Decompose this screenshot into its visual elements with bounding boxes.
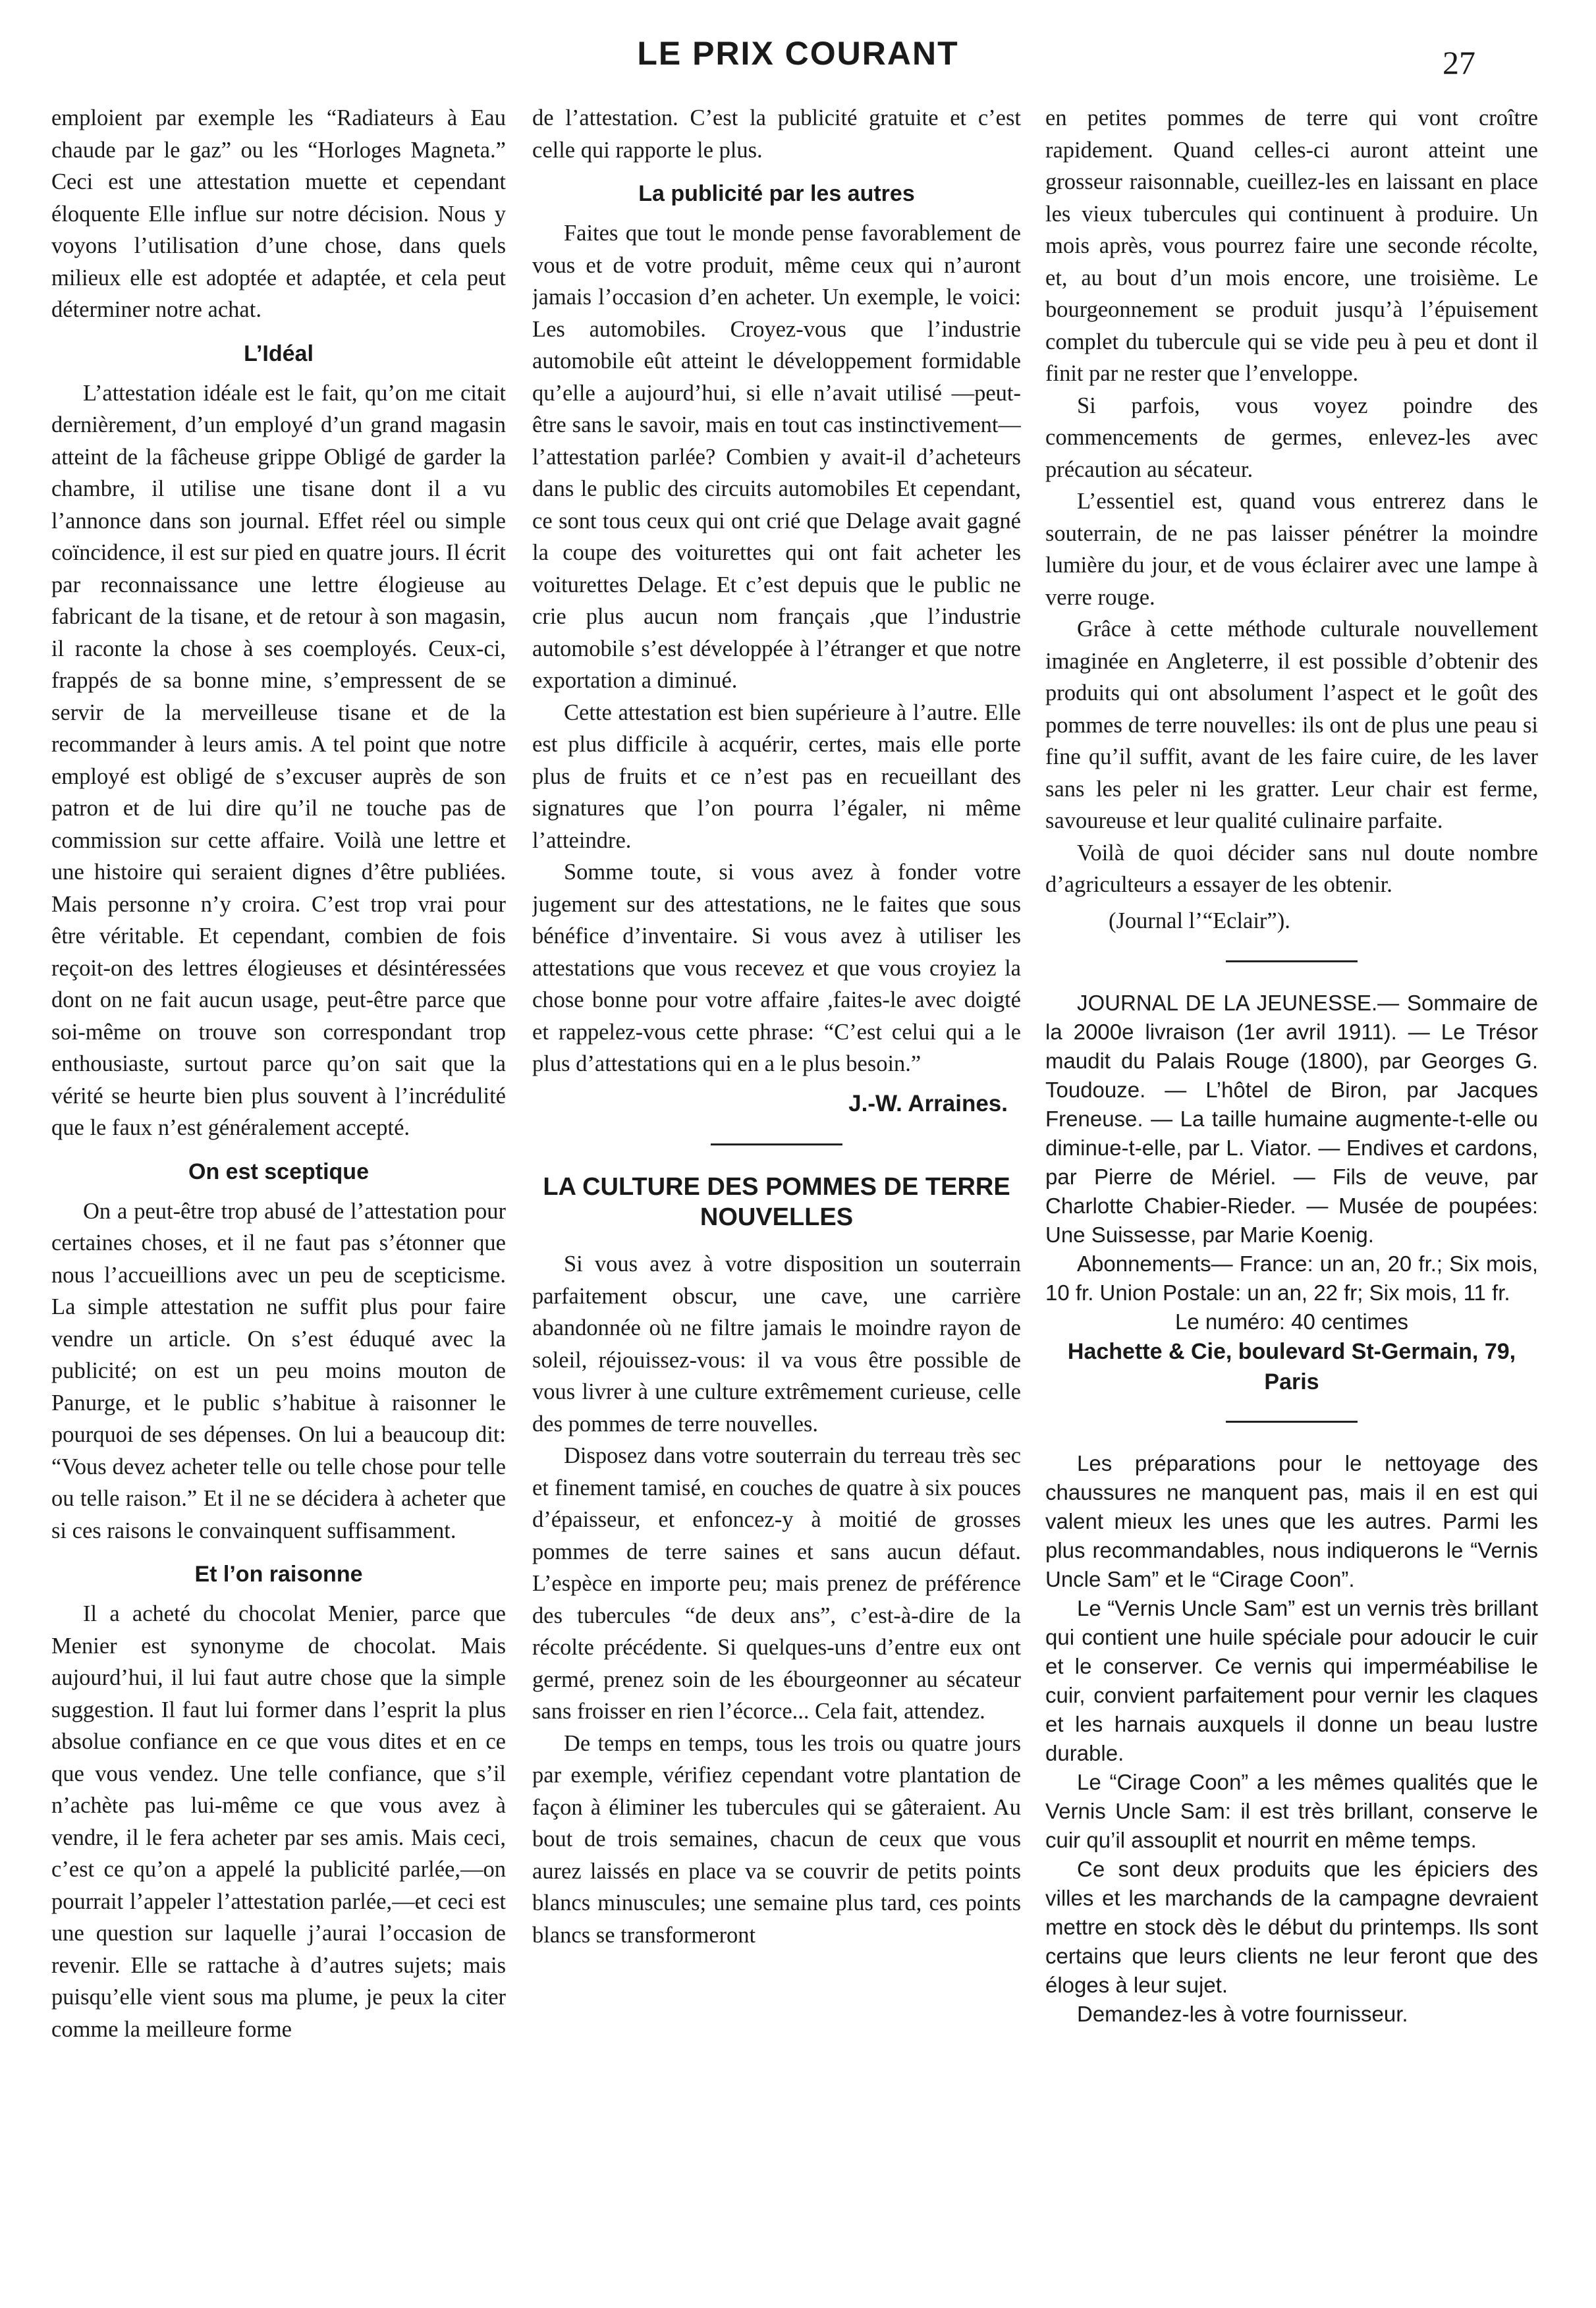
paragraph: Somme toute, si vous avez à fonder votre jugement sur des attestations, ne le faites que sous bénéfice d’inventaire. Si vous avez à utiliser les attestations que vous recevez et que vous croyiez la chose bonne pour votre affaire ,faites-le avec doigté et rappelez-vous cette phrase: “C’est celui qui a le plus d’attestations qui en a le plus besoin.” (532, 860, 1021, 1076)
page-number: 27 (1443, 44, 1475, 81)
article-source: (Journal l’“Eclair”). (1109, 908, 1290, 933)
paragraph: Les préparations pour le nettoyage des chaussures ne manquent pas, mais il en est qui valent mieux les unes que les autres. Parmi les plus recommandables, nous indiquerons le “Vernis Uncle Sam” et le “Cirage Coon”. (1045, 1451, 1538, 1591)
paragraph: L’attestation idéale est le fait, qu’on me citait dernièrement, d’un employé d’un grand magasin atteint de la fâcheuse grippe Obligé de garder la chambre, il utilise une tisane dont il a vu l’annonce dans son journal. Effet réel ou simple coïncidence, il est sur pied en quatre jours. Il écrit par reconnaissance une lettre élogieuse au fabricant de la tisane, et de retour à son magasin, il raconte la chose à ses coemployés. Ceux-ci, frappés de sa bonne mine, s’empressent de se servir de la merveilleuse tisane et de la recommander à leurs amis. A tel point que notre employé est obligé de s’excuser auprès de son patron et de lui dire qu’il ne touche pas de commission sur cette affaire. Voilà une lettre et une histoire qui seraient dignes d’être publiées. Mais personne n’y croira. C’est trop vrai pour être véritable. Et cependant, combien de fois reçoit-on des lettres élogieuses et désintéressées dont on ne fait aucun usage, peut-être parce que soi-même on trouve son correspondant trop enthousiaste, surtout parce qu’on sait que la vérité se heurte bien plus souvent à l’incrédulité que le faux n’est généralement accepté. (51, 380, 506, 1140)
section-heading: Et l’on raisonne (194, 1562, 363, 1587)
paragraph: Abonnements— France: un an, 20 fr.; Six mois, 10 fr. Union Postale: un an, 22 fr; Six mois, 11 fr. (1045, 1251, 1538, 1305)
article-title: LA CULTURE DES POMMES DE TERRE NOUVELLES (543, 1173, 1010, 1231)
paragraph: de l’attestation. C’est la publicité gratuite et c’est celle qui rapporte le plus. (532, 105, 1021, 163)
author-signature: J.-W. Arraines. (848, 1090, 1008, 1116)
section-heading: La publicité par les autres (638, 181, 915, 206)
paragraph: Si parfois, vous voyez poindre des commencements de germes, enlevez-les avec précaution au sécateur. (1045, 393, 1538, 482)
paragraph: Ce sont deux produits que les épiciers des villes et les marchands de la campagne devraient mettre en stock dès le début du printemps. Ils sont certains que leurs clients ne leur feront que des éloges à leur sujet. (1045, 1857, 1538, 1997)
newspaper-title: LE PRIX COURANT (637, 35, 959, 72)
paragraph: Le “Vernis Uncle Sam” est un vernis très brillant qui contient une huile spéciale pour adoucir le cuir et le conserver. Ce vernis qui imperméabilise le cuir, convient parfaitement pour vernir les claques et les harnais auxquels il donne un beau lustre durable. (1045, 1596, 1538, 1765)
paragraph: Demandez-les à votre fournisseur. (1077, 2002, 1408, 2026)
column-2 (532, 102, 1021, 2282)
paragraph: Le “Cirage Coon” a les mêmes qualités que le Vernis Uncle Sam: il est très brillant, conserve le cuir qu’il assouplit et nourrit en même temps. (1045, 1770, 1538, 1852)
section-heading: L’Idéal (244, 341, 314, 366)
section-heading: On est sceptique (188, 1159, 369, 1184)
column-3 (1045, 102, 1538, 2282)
price-line: Le numéro: 40 centimes (1174, 1309, 1409, 1334)
paragraph: en petites pommes de terre qui vont croître rapidement. Quand celles-ci auront atteint une grosseur raisonnable, cueillez-les en laissant en place les vieux tubercules qui continuent à produire. Un mois après, vous pourrez faire une seconde récolte, et, au bout d’un mois encore, une troisième. Le bourgeonnement se produit jusqu’à l’épuisement complet du tubercule qui se vide peu à peu et dont il finit par ne rester que l’enveloppe. (1045, 105, 1538, 386)
paragraph: Il a acheté du chocolat Menier, parce que Menier est synonyme de chocolat. Mais aujourd’hui, il lui faut autre chose que la simple suggestion. Il faut lui former dans l’esprit la plus absolue confiance en ce que vous dites et en ce que vous vendez. Une telle confiance, que s’il n’achète pas lui-même ce que vous avez à vendre, il le fera acheter par ses amis. Mais ceci, c’est ce qu’on a appelé la publicité parlée,—on pourrait l’appeler l’attestation parlée,—et ceci est une question sur laquelle j’aurai l’occasion de revenir. Elle se rattache à d’autres sujets; mais puisqu’elle vient sous ma plume, je peux la citer comme la meilleure forme (51, 1601, 506, 2042)
paragraph: Disposez dans votre souterrain du terreau très sec et finement tamisé, en couches de quatre à six pouces d’épaisseur, et enfoncez-y à moitié de grosses pommes de terre saines et sans aucun défaut. L’espèce en importe peu; mais prenez de préférence des tubercules “de deux ans”, c’est-à-dire de la récolte précédente. Si quelques-uns d’entre eux ont germé, prenez soin de les ébourgeonner au sécateur sans froisser en rien l’écorce... Cela fait, attendez. (532, 1443, 1021, 1724)
journal-notice (1045, 989, 1538, 1336)
paragraph: Cette attestation est bien supérieure à l’autre. Elle est plus difficile à acquérir, certes, mais elle porte plus de fruits et ce n’est pas en recueillant des signatures que l’on pourra l’égaler, ni même l’atteindre. (532, 700, 1021, 853)
divider (1226, 960, 1358, 962)
paragraph: Faites que tout le monde pense favorablement de vous et de votre produit, même ceux qui n’auront jamais l’occasion d’en acheter. Un exemple, le voici: Les automobiles. Croyez-vous que l’industrie automobile eût atteint le développement formidable qu’elle a aujourd’hui, si elle n’avait utilisé —peut-être sans le savoir, mais en tout cas instinctivement—l’attestation parlée? Combien y avait-il d’acheteurs dans le public des circuits automobiles Et cependant, ce sont tous ceux qui ont crié que Delage avait gagné la coupe des voiturettes qui ont fait acheter les voiturettes Delage. Et c’est depuis que le public ne crie plus aucun nom français ,que l’industrie automobile s’est développée à l’étranger et que notre exportation a diminué. (532, 221, 1021, 693)
paragraph: Grâce à cette méthode culturale nouvellement imaginée en Angleterre, il est possible d’obtenir des produits qui ont absolument l’aspect et le goût des pommes de terre nouvelles: ils ont de plus une peau si fine qu’il suffit, avant de les faire cuire, de les laver sans les peler ni les gratter. Leur chair est ferme, savoureuse et leur qualité culinaire parfaite. (1045, 617, 1538, 833)
column-1 (51, 102, 506, 2282)
paragraph: On a peut-être trop abusé de l’attestation pour certaines choses, et il ne faut pas s’étonner que nous l’accueillions avec un peu de scepticisme. La simple attestation ne suffit plus pour faire vendre un article. On s’est éduqué avec la publicité; on est un peu moins mouton de Panurge, et le public s’habitue à raisonner le pourquoi de ses dépenses. On lui a beaucoup dit: “Vous devez acheter telle ou telle chose pour telle ou telle raison.” Et il ne se décidera à acheter que si ces raisons le convainquent suffisamment. (51, 1198, 506, 1543)
paragraph: De temps en temps, tous les trois ou quatre jours par exemple, vérifiez cependant votre plantation de façon à éliminer les tubercules qui se gâteraient. Au bout de trois semaines, chacun de ceux que vous aurez laissés en place va se couvrir de petits points blancs minuscules; une semaine plus tard, ces points blancs se transformeront (532, 1730, 1021, 1948)
divider (1226, 1421, 1358, 1423)
paragraph: Voilà de quoi décider sans nul doute nombre d’agriculteurs a essayer de les obtenir. (1045, 840, 1538, 897)
advertisement (1045, 1449, 1538, 2029)
divider (711, 1143, 842, 1145)
paragraph: Si vous avez à votre disposition un souterrain parfaitement obscur, une cave, une carrière abandonnée où ne filtre jamais le moindre rayon de soleil, réjouissez-vous: il va vous être possible de vous livrer à une culture extrêmement curieuse, celle des pommes de terre nouvelles. (532, 1251, 1021, 1437)
publisher-address: Hachette & Cie, boulevard St-Germain, 79, Paris (1067, 1339, 1516, 1394)
paragraph: emploient par exemple les “Radiateurs à Eau chaude par le gaz” ou les “Horloges Magneta.” Ceci est une attestation muette et cependant éloquente Elle influe sur notre décision. Nous y voyons l’utilisation d’une chose, dans quels milieux elle est adoptée et adaptée, et cela peut déterminer notre achat. (51, 105, 506, 322)
paragraph: JOURNAL DE LA JEUNESSE.— Sommaire de la 2000e livraison (1er avril 1911). — Le Trésor maudit du Palais Rouge (1800), par Georges G. Toudouze. — L’hôtel de Biron, par Jacques Freneuse. — La taille humaine augmente-t-elle ou diminue-t-elle, par L. Viator. — Endives et cardons, par Pierre de Mériel. — Fils de veuve, par Charlotte Chabier-Rieder. — Musée de poupées: Une Suissesse, par Marie Koenig. (1045, 991, 1538, 1247)
paragraph: L’essentiel est, quand vous entrerez dans le souterrain, de ne pas laisser pénétrer la moindre lumière du jour, et de vous éclairer avec une lampe à verre rouge. (1045, 489, 1538, 610)
